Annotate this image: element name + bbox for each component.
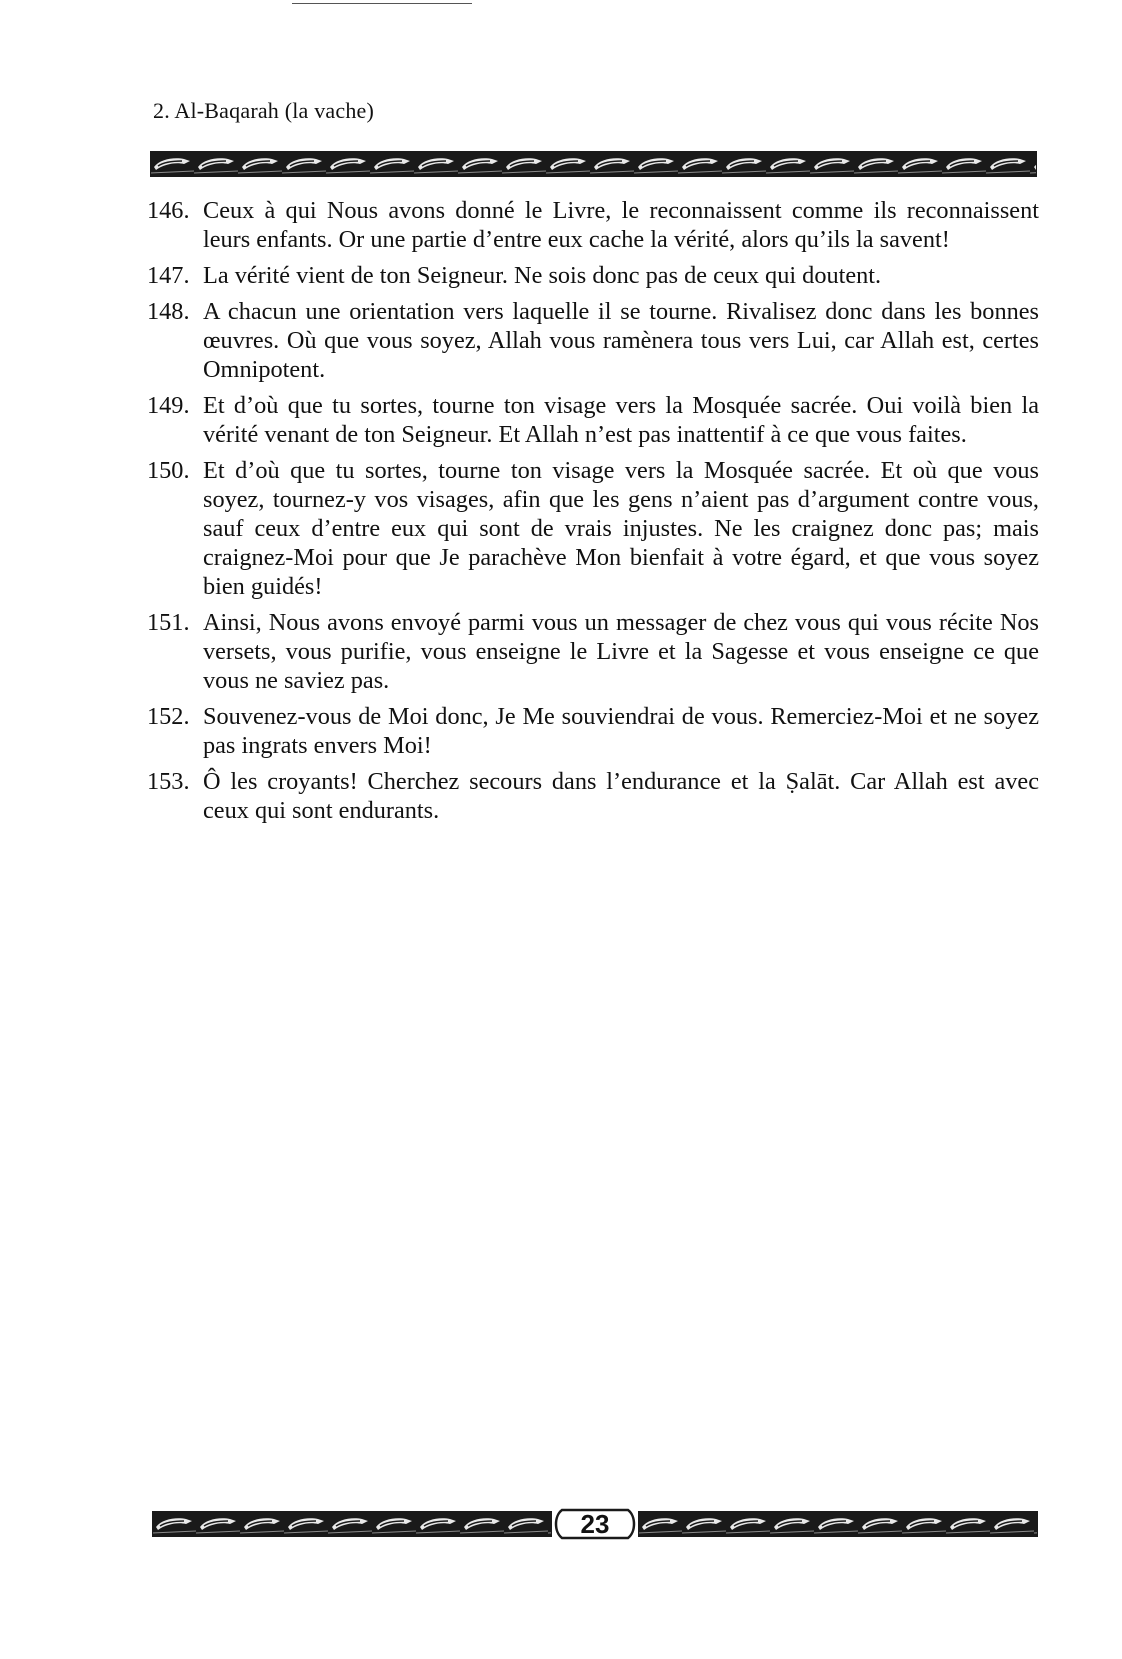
footer-band (152, 1506, 1038, 1542)
footer-ornament-left (152, 1511, 552, 1537)
verse-text: Et d’où que tu sortes, tourne ton visage vers la Mosquée sacrée. Oui voilà bien la vérité venant de ton Seigneur. Et Allah n’est pas inattentif à ce que vous faites. (203, 392, 1039, 448)
verse-text: Et d’où que tu sortes, tourne ton visage vers la Mosquée sacrée. Et où que vous soyez, tournez-y vos visages, afin que les gens n’aient pas d’argument contre vous, sauf ceux d’entre eux qui sont de vrais injustes. Ne les craignez donc pas; mais craignez-Moi pour que Je parachève Mon bienfait à votre égard, et que vous soyez bien guidés! (203, 457, 1039, 600)
verse-text: La vérité vient de ton Seigneur. Ne sois donc pas de ceux qui doutent. (203, 262, 882, 289)
verse-153 (147, 767, 1039, 825)
verse-151 (147, 608, 1039, 695)
verse-number: 153. (147, 768, 190, 795)
page-number-frame (552, 1506, 638, 1542)
top-ornamental-band (150, 151, 1037, 177)
verse-text: Ô les croyants! Cherchez secours dans l’endurance et la Ṣalāt. Car Allah est avec ceux qui sont endurants. (203, 768, 1039, 824)
verse-number: 149. (147, 392, 190, 419)
verse-text: Ainsi, Nous avons envoyé parmi vous un messager de chez vous qui vous récite Nos versets, vous purifie, vous enseigne le Livre et la Sagesse et vous enseigne ce que vous ne saviez pas. (203, 609, 1039, 694)
verse-text: Ceux à qui Nous avons donné le Livre, le reconnaissent comme ils reconnaissent leurs enfants. Or une partie d’entre eux cache la vérité, alors qu’ils la savent! (203, 197, 1039, 253)
top-rule (292, 3, 472, 4)
verse-number: 146. (147, 197, 190, 224)
verse-152 (147, 702, 1039, 760)
verse-146 (147, 196, 1039, 254)
verse-list (147, 196, 1039, 832)
verse-148 (147, 297, 1039, 384)
verse-number: 147. (147, 262, 190, 289)
verse-147 (147, 261, 1039, 290)
footer-ornament-right (638, 1511, 1038, 1537)
verse-number: 152. (147, 703, 190, 730)
verse-number: 150. (147, 457, 190, 484)
verse-number: 148. (147, 298, 190, 325)
verse-number: 151. (147, 609, 190, 636)
verse-text: Souvenez-vous de Moi donc, Je Me souviendrai de vous. Remerciez-Moi et ne soyez pas ingrats envers Moi! (203, 703, 1039, 759)
running-header: 2. Al-Baqarah (la vache) (153, 98, 375, 123)
verse-text: A chacun une orientation vers laquelle il se tourne. Rivalisez donc dans les bonnes œuvres. Où que vous soyez, Allah vous ramènera tous vers Lui, car Allah est, certes Omnipotent. (203, 298, 1039, 383)
verse-150 (147, 456, 1039, 601)
page-number: 23 (580, 1508, 610, 1539)
verse-149 (147, 391, 1039, 449)
